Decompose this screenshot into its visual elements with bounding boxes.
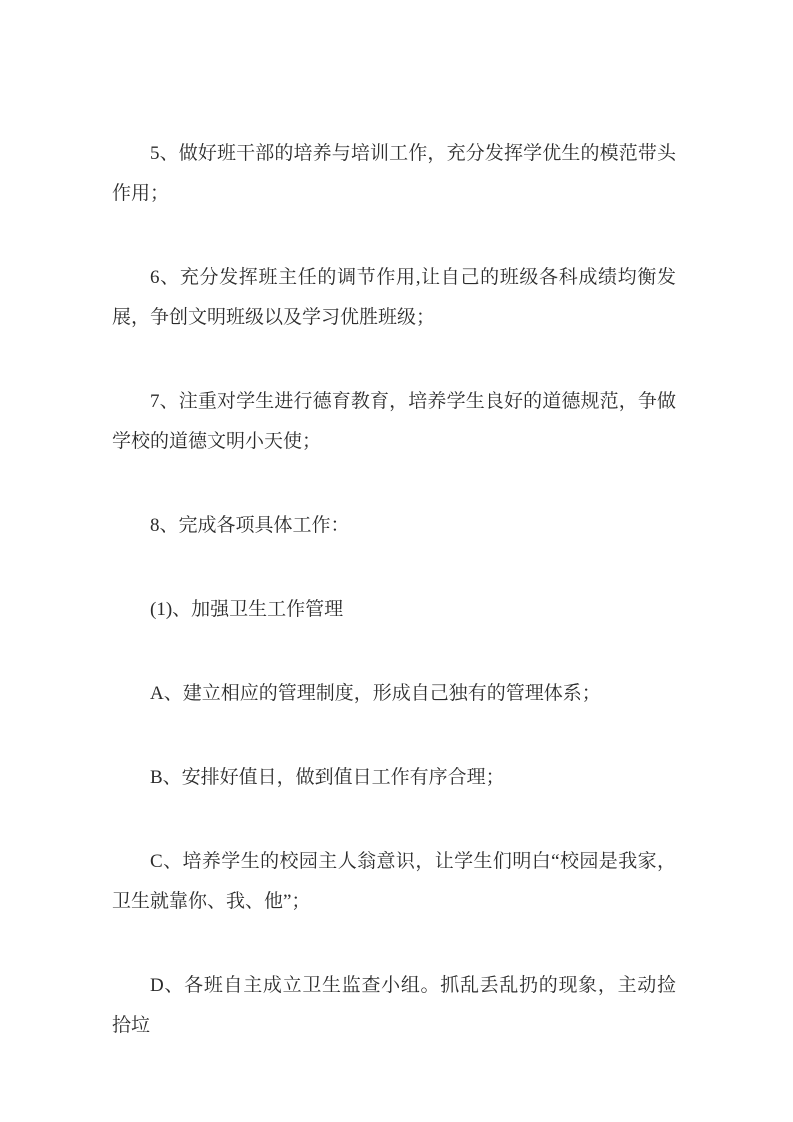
paragraph-item-c: C、培养学生的校园主人翁意识，让学生们明白“校园是我家，卫生就靠你、我、他”；: [112, 851, 676, 912]
document-body: [112, 134, 676, 1046]
paragraph-item-5: 5、做好班干部的培养与培训工作，充分发挥学优生的模范带头作用；: [112, 143, 676, 204]
paragraph-item-b: B、安排好值日，做到值日工作有序合理；: [150, 767, 505, 788]
paragraph-item-d: D、各班自主成立卫生监查小组。抓乱丢乱扔的现象，主动捡拾垃: [112, 975, 676, 1036]
paragraph-item-6: 6、充分发挥班主任的调节作用,让自己的班级各科成绩均衡发展，争创文明班级以及学习优胜班级；: [112, 267, 676, 328]
paragraph-item-8: 8、完成各项具体工作：: [150, 515, 350, 536]
paragraph-item-7: 7、注重对学生进行德育教育，培养学生良好的道德规范，争做学校的道德文明小天使；: [112, 391, 676, 452]
paragraph-item-8-1: (1)、加强卫生工作管理: [150, 599, 344, 620]
paragraph-item-a: A、建立相应的管理制度，形成自己独有的管理体系；: [150, 683, 601, 704]
